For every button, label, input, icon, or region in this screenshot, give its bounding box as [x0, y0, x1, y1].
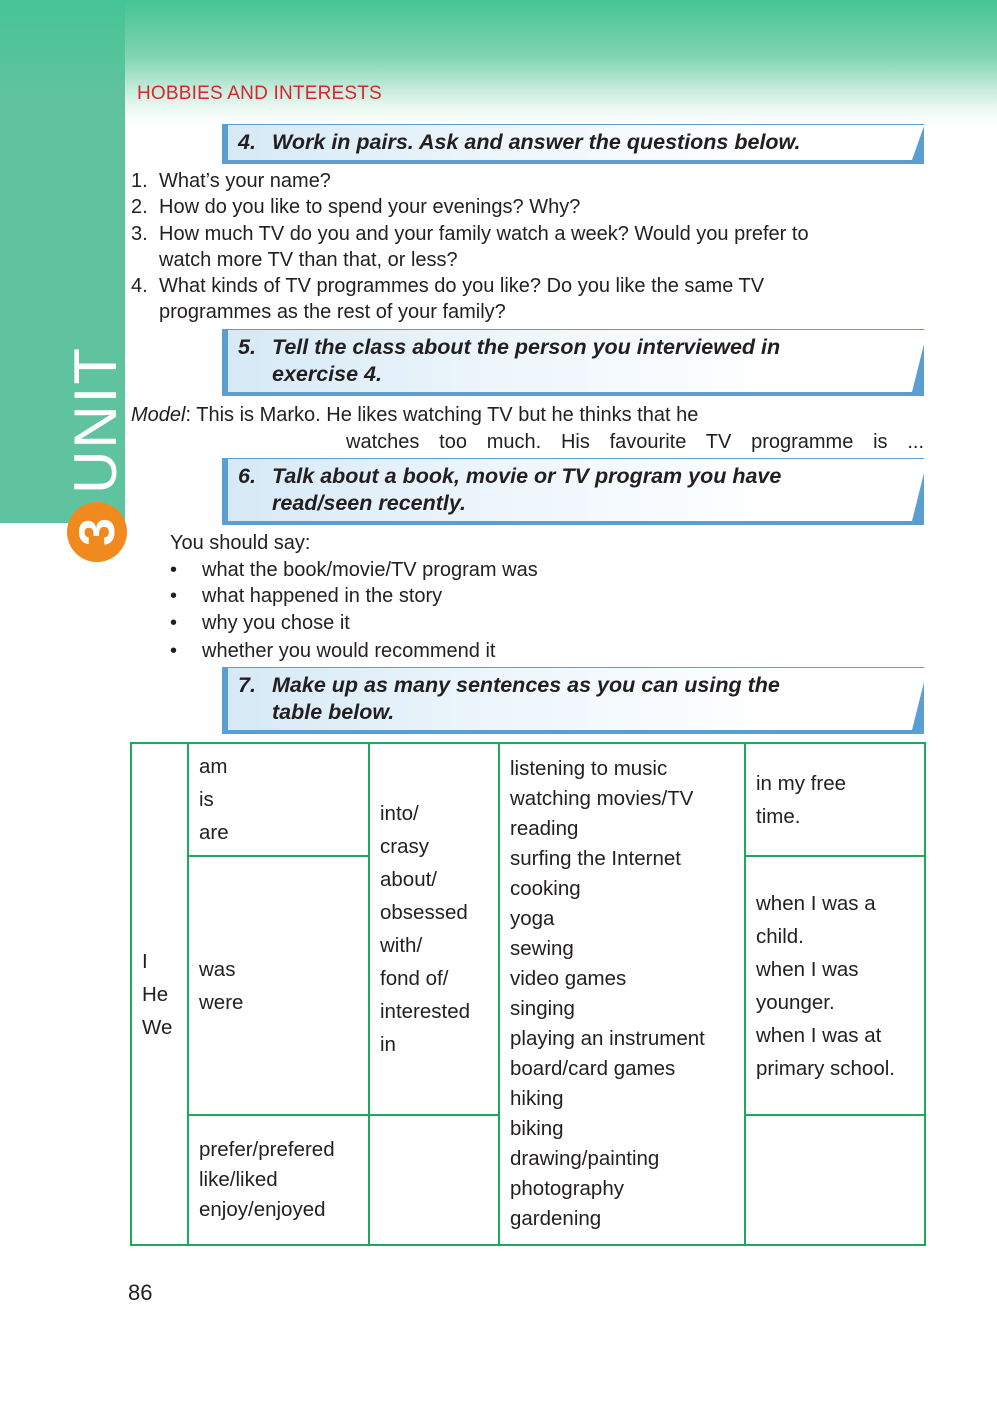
- bullet-text: why you chose it: [202, 612, 350, 634]
- preposition: in: [380, 1033, 396, 1056]
- activity: hiking: [510, 1087, 564, 1110]
- exercise-title-line2: table below.: [272, 700, 395, 724]
- exercise-title-line1: Tell the class about the person you interviewed in: [272, 335, 781, 359]
- time-phrase: child.: [756, 924, 804, 948]
- question-item: [131, 273, 809, 299]
- model-line1: : This is Marko. He likes watching TV but he thinks that he: [185, 404, 699, 426]
- activity: biking: [510, 1117, 564, 1140]
- activity: surfing the Internet: [510, 847, 681, 870]
- activity: gardening: [510, 1207, 602, 1230]
- exercise-5-heading: [222, 329, 924, 396]
- exercise-number: 6.: [238, 464, 256, 488]
- subject: We: [142, 1015, 173, 1039]
- exercise-title: Work in pairs. Ask and answer the questions below.: [272, 130, 801, 154]
- activity: yoga: [510, 907, 555, 930]
- subjects-cell: [131, 743, 188, 1245]
- activity: watching movies/TV: [510, 787, 694, 810]
- empty-cell: [369, 1115, 499, 1245]
- verbs-other-cell: [188, 1115, 369, 1245]
- exercise-title-line1: Make up as many sentences as you can using the: [272, 673, 780, 697]
- model-line2: watches too much. His favourite TV programme is ...: [346, 430, 924, 453]
- verb: were: [199, 990, 244, 1014]
- heading-corner-decoration: [912, 473, 924, 521]
- preposition: fond of/: [380, 967, 449, 990]
- question-text: programmes as the rest of your family?: [159, 301, 506, 324]
- activity: video games: [510, 967, 627, 990]
- prepositions-cell: [369, 743, 499, 1115]
- exercise-7-heading: [222, 667, 924, 734]
- verb: like/liked: [199, 1168, 278, 1191]
- exercise-number: 5.: [238, 335, 256, 359]
- verb: am: [199, 755, 228, 778]
- question-text: watch more TV than that, or less?: [159, 248, 458, 271]
- question-text: How much TV do you and your family watch a week? Would you prefer to: [159, 222, 809, 245]
- bullet-text: what happened in the story: [202, 585, 443, 607]
- heading-corner-decoration: [912, 344, 924, 392]
- empty-cell: [745, 1115, 925, 1245]
- verbs-be-present-cell: [188, 743, 369, 856]
- say-intro: You should say:: [170, 532, 311, 554]
- preposition: about/: [380, 868, 437, 891]
- activity: board/card games: [510, 1057, 676, 1080]
- heading-corner-decoration: [912, 126, 924, 160]
- question-item-continued: [131, 299, 809, 325]
- verb: prefer/prefered: [199, 1138, 335, 1161]
- verbs-be-past-cell: [188, 856, 369, 1115]
- activity: sewing: [510, 937, 574, 960]
- exercise-title-line2: read/seen recently.: [272, 491, 467, 515]
- activities-cell: [499, 743, 745, 1245]
- exercise-number: 4.: [238, 130, 256, 154]
- question-text: What kinds of TV programmes do you like? Do you like the same TV: [159, 275, 765, 298]
- exercise-4-heading: [222, 124, 924, 164]
- activity: reading: [510, 817, 579, 840]
- activity: singing: [510, 997, 575, 1020]
- activity: playing an instrument: [510, 1027, 705, 1050]
- header-band: [0, 0, 997, 125]
- bullet-item: [170, 557, 538, 584]
- bullet-dot: •: [170, 585, 178, 607]
- question-text: What’s your name?: [159, 170, 331, 192]
- time-past-cell: [745, 856, 925, 1115]
- time-phrase: primary school.: [756, 1056, 895, 1080]
- bullet-text: what the book/movie/TV program was: [202, 559, 538, 581]
- time-phrase: when I was a: [756, 891, 876, 915]
- exercise-title-line1: Talk about a book, movie or TV program you have: [272, 464, 782, 488]
- preposition: into/: [380, 802, 419, 825]
- preposition: with/: [380, 934, 423, 957]
- activity: cooking: [510, 877, 581, 900]
- activity: listening to music: [510, 757, 668, 780]
- unit-label: UNIT: [62, 346, 129, 494]
- unit-number-badge: [67, 502, 127, 562]
- bullet-item: [170, 583, 442, 610]
- bullet-item: [170, 638, 495, 665]
- question-number: 2.: [131, 196, 148, 219]
- time-phrase: younger.: [756, 990, 835, 1014]
- exercise-title-line2: exercise 4.: [272, 362, 382, 386]
- page-number: 86: [128, 1280, 153, 1305]
- question-item: [131, 221, 809, 247]
- bullet-dot: •: [170, 559, 178, 581]
- verb: was: [199, 957, 236, 981]
- time-phrase: when I was at: [756, 1023, 882, 1047]
- unit-number: 3: [69, 518, 125, 546]
- question-number: 4.: [131, 275, 148, 298]
- activity: drawing/painting: [510, 1147, 660, 1170]
- exercise-6-heading: [222, 458, 924, 525]
- exercise-number: 7.: [238, 673, 256, 697]
- bullet-item: [170, 610, 350, 637]
- question-text: How do you like to spend your evenings? Why?: [159, 196, 581, 219]
- verb: enjoy/enjoyed: [199, 1198, 326, 1221]
- subject: He: [142, 982, 169, 1006]
- verb: is: [199, 788, 214, 811]
- time-present-cell: [745, 743, 925, 856]
- question-item: [131, 194, 809, 220]
- bullet-dot: •: [170, 612, 178, 634]
- preposition: interested: [380, 1000, 471, 1023]
- preposition: obsessed: [380, 901, 468, 924]
- question-item: [131, 168, 809, 194]
- verb: are: [199, 821, 229, 844]
- activity: photography: [510, 1177, 624, 1200]
- exercise-4-questions: [131, 168, 809, 326]
- time-phrase: when I was: [756, 957, 859, 981]
- question-number: 3.: [131, 222, 148, 245]
- bullet-text: whether you would recommend it: [202, 640, 496, 662]
- preposition: crasy: [380, 835, 429, 858]
- bullet-dot: •: [170, 640, 178, 662]
- heading-corner-decoration: [912, 682, 924, 730]
- question-number: 1.: [131, 170, 148, 192]
- time-phrase: in my free: [756, 771, 846, 795]
- section-title: HOBBIES AND INTERESTS: [137, 83, 382, 104]
- model-answer: [131, 402, 924, 455]
- subject: I: [142, 949, 148, 973]
- substitution-table: [130, 742, 926, 1246]
- question-item-continued: [131, 247, 809, 273]
- model-label: Model: [131, 404, 186, 426]
- time-phrase: time.: [756, 804, 801, 828]
